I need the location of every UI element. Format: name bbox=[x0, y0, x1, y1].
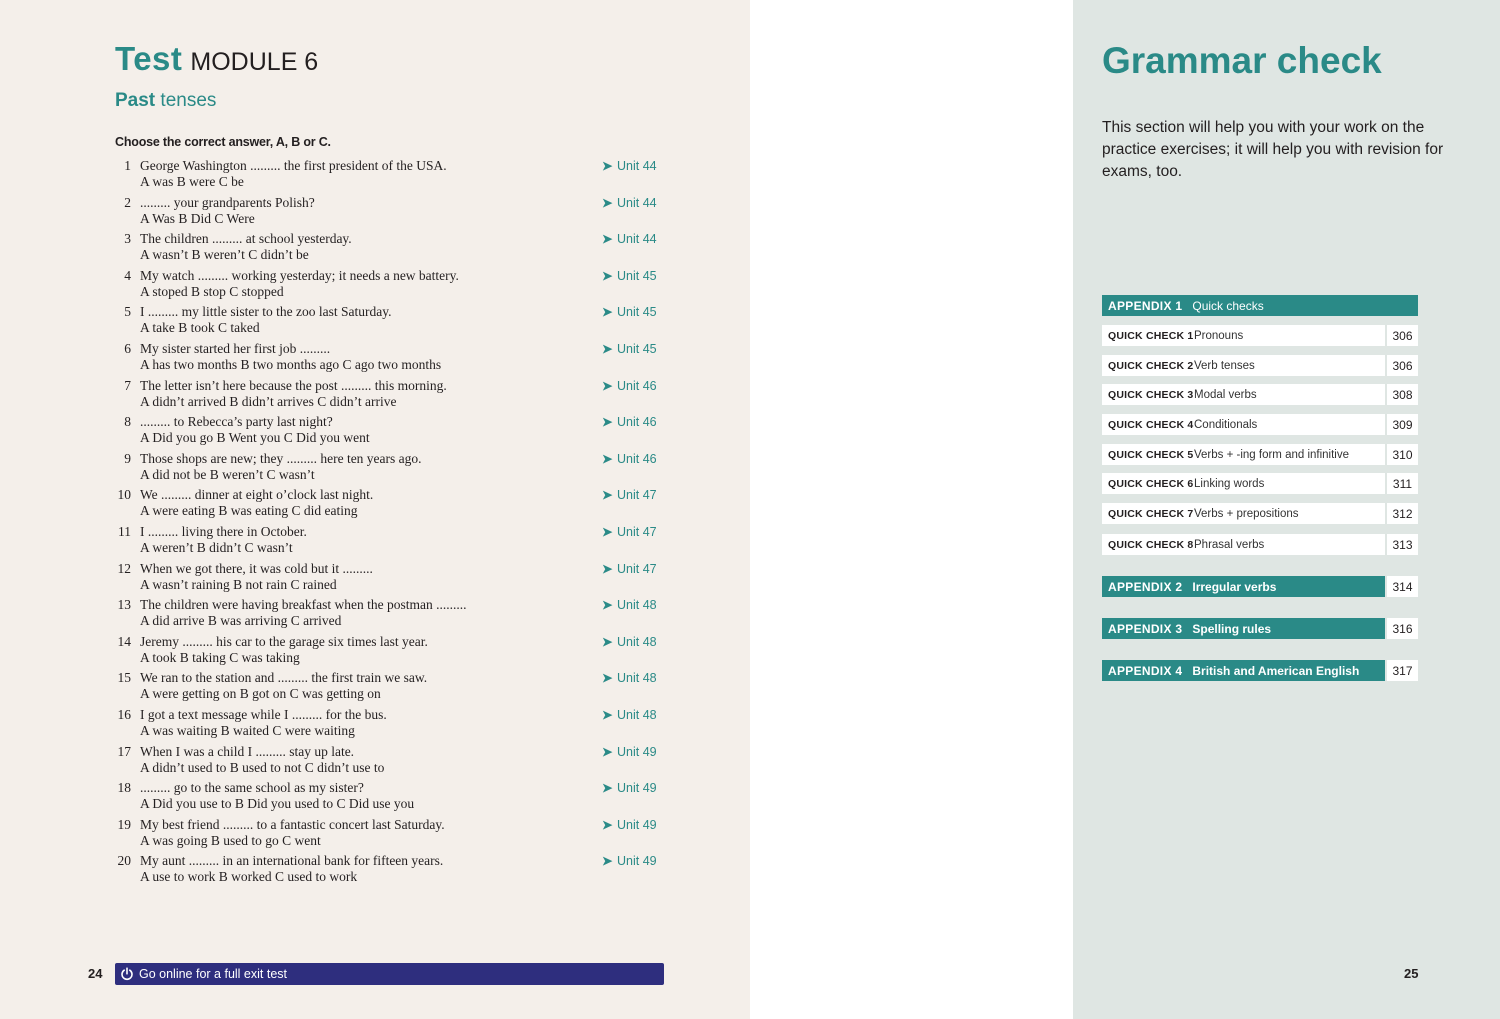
quick-check-code: QUICK CHECK 4 bbox=[1108, 418, 1194, 431]
quick-check-page: 312 bbox=[1387, 503, 1418, 524]
question-text: The letter isn’t here because the post ......... this morning. bbox=[140, 377, 447, 393]
question-list bbox=[112, 158, 672, 890]
question-options: A Did you use to B Did you used to C Did use you bbox=[140, 796, 415, 812]
question-text: ......... to Rebecca’s party last night? bbox=[140, 414, 333, 430]
question-number: 14 bbox=[117, 633, 131, 649]
question-options: A weren’t B didn’t C wasn’t bbox=[140, 539, 293, 555]
chevron-right-icon: ➤ bbox=[602, 195, 613, 210]
unit-label: Unit 48 bbox=[617, 634, 657, 649]
quick-check-name: Pronouns bbox=[1194, 329, 1244, 342]
unit-label: Unit 47 bbox=[617, 561, 657, 576]
quick-check-code: QUICK CHECK 7 bbox=[1108, 507, 1194, 520]
unit-link[interactable] bbox=[602, 597, 657, 613]
quick-check-page: 306 bbox=[1387, 325, 1418, 346]
question-item bbox=[112, 158, 672, 195]
appendix-code: APPENDIX 2 bbox=[1108, 579, 1183, 594]
question-item bbox=[112, 707, 672, 744]
question-options: A didn’t used to B used to not C didn’t use to bbox=[140, 759, 385, 775]
question-text: When I was a child I ......... stay up late. bbox=[140, 743, 355, 759]
question-item bbox=[112, 378, 672, 415]
unit-label: Unit 49 bbox=[617, 854, 657, 869]
appendix-1-name: Quick checks bbox=[1192, 298, 1264, 313]
question-number: 10 bbox=[117, 487, 131, 503]
quick-check-code: QUICK CHECK 8 bbox=[1108, 538, 1194, 551]
quick-check-name: Verb tenses bbox=[1194, 359, 1255, 372]
question-options: A was waiting B waited C were waiting bbox=[140, 722, 355, 738]
unit-label: Unit 49 bbox=[617, 781, 657, 796]
unit-label: Unit 49 bbox=[617, 744, 657, 759]
question-item bbox=[112, 524, 672, 561]
question-text: My watch ......... working yesterday; it needs a new battery. bbox=[140, 267, 459, 283]
question-item bbox=[112, 561, 672, 598]
question-number: 11 bbox=[118, 523, 131, 539]
unit-link[interactable] bbox=[602, 707, 657, 723]
quick-check-name: Verbs + prepositions bbox=[1194, 507, 1299, 520]
quick-check-code: QUICK CHECK 6 bbox=[1108, 477, 1194, 490]
question-options: A did not be B weren’t C wasn’t bbox=[140, 466, 315, 482]
quick-check-code: QUICK CHECK 5 bbox=[1108, 448, 1194, 461]
question-number: 5 bbox=[124, 304, 131, 320]
quick-check-cell bbox=[1102, 355, 1385, 376]
question-text: George Washington ......... the first president of the USA. bbox=[140, 158, 447, 173]
question-item bbox=[112, 780, 672, 817]
unit-link[interactable] bbox=[602, 268, 657, 284]
chevron-right-icon: ➤ bbox=[602, 488, 613, 503]
page-number-left: 24 bbox=[88, 966, 103, 981]
unit-label: Unit 46 bbox=[617, 451, 657, 466]
quick-check-page: 313 bbox=[1387, 534, 1418, 555]
question-item bbox=[112, 451, 672, 488]
question-item bbox=[112, 817, 672, 854]
question-number: 2 bbox=[124, 194, 131, 210]
chevron-right-icon: ➤ bbox=[602, 707, 613, 722]
chevron-right-icon: ➤ bbox=[602, 634, 613, 649]
quick-check-cell bbox=[1102, 444, 1385, 465]
question-options: A use to work B worked C used to work bbox=[140, 869, 358, 885]
question-options: A has two months B two months ago C ago two months bbox=[140, 356, 442, 372]
unit-label: Unit 44 bbox=[617, 195, 657, 210]
unit-label: Unit 45 bbox=[617, 305, 657, 320]
question-text: We ran to the station and ......... the first train we saw. bbox=[140, 670, 428, 686]
chevron-right-icon: ➤ bbox=[602, 268, 613, 283]
quick-check-name: Linking words bbox=[1194, 477, 1265, 490]
question-options: A wasn’t raining B not rain C rained bbox=[140, 576, 337, 592]
appendix-page: 314 bbox=[1387, 576, 1418, 597]
question-item bbox=[112, 634, 672, 671]
quick-check-row[interactable] bbox=[1102, 325, 1418, 346]
unit-link[interactable] bbox=[602, 158, 657, 174]
quick-check-name: Verbs + -ing form and infinitive bbox=[1194, 448, 1350, 461]
question-item bbox=[112, 853, 672, 890]
question-number: 4 bbox=[124, 267, 131, 283]
chevron-right-icon: ➤ bbox=[602, 415, 613, 430]
question-item bbox=[112, 414, 672, 451]
question-options: A were eating B was eating C did eating bbox=[140, 503, 358, 519]
appendix-cell bbox=[1102, 618, 1385, 639]
question-text: I ......... my little sister to the zoo last Saturday. bbox=[140, 304, 392, 320]
chevron-right-icon: ➤ bbox=[602, 524, 613, 539]
question-number: 13 bbox=[117, 597, 131, 613]
unit-label: Unit 44 bbox=[617, 232, 657, 247]
quick-check-cell bbox=[1102, 414, 1385, 435]
appendix-name: Spelling rules bbox=[1192, 621, 1272, 636]
appendix-cell bbox=[1102, 660, 1385, 681]
appendix-1-code: APPENDIX 1 bbox=[1108, 298, 1183, 313]
question-options: A were getting on B got on C was getting on bbox=[140, 686, 381, 702]
chevron-right-icon: ➤ bbox=[602, 561, 613, 576]
quick-check-cell bbox=[1102, 503, 1385, 524]
question-item bbox=[112, 231, 672, 268]
question-number: 20 bbox=[117, 853, 131, 869]
unit-link[interactable] bbox=[602, 451, 657, 467]
appendix-row[interactable] bbox=[1102, 618, 1418, 639]
question-options: A Did you go B Went you C Did you went bbox=[140, 430, 370, 446]
instruction-text: Choose the correct answer, A, B or C. bbox=[115, 135, 331, 149]
quick-check-row[interactable] bbox=[1102, 355, 1418, 376]
quick-check-code: QUICK CHECK 3 bbox=[1108, 388, 1194, 401]
unit-link[interactable] bbox=[602, 524, 657, 540]
question-number: 17 bbox=[117, 743, 131, 759]
quick-check-page: 309 bbox=[1387, 414, 1418, 435]
title-test: Test bbox=[115, 40, 183, 77]
chevron-right-icon: ➤ bbox=[602, 598, 613, 613]
question-text: I got a text message while I ......... for the bus. bbox=[140, 706, 387, 722]
appendix-1-header bbox=[1102, 295, 1418, 316]
question-item bbox=[112, 304, 672, 341]
quick-check-cell bbox=[1102, 325, 1385, 346]
grammar-check-intro: This section will help you with your work on the practice exercises; it will help you with revision for exams, too. bbox=[1102, 119, 1444, 180]
unit-link[interactable] bbox=[602, 195, 657, 211]
unit-link[interactable] bbox=[602, 341, 657, 357]
chevron-right-icon: ➤ bbox=[602, 159, 613, 173]
question-number: 3 bbox=[124, 231, 131, 247]
quick-check-code: QUICK CHECK 1 bbox=[1108, 329, 1194, 342]
quick-check-page: 306 bbox=[1387, 355, 1418, 376]
appendix-cell bbox=[1102, 576, 1385, 597]
quick-check-name: Conditionals bbox=[1194, 418, 1258, 431]
unit-label: Unit 44 bbox=[617, 159, 657, 173]
quick-check-name: Modal verbs bbox=[1194, 388, 1257, 401]
quick-check-row[interactable] bbox=[1102, 503, 1418, 524]
quick-check-row[interactable] bbox=[1102, 414, 1418, 435]
power-icon bbox=[120, 967, 134, 981]
question-number: 16 bbox=[117, 706, 131, 722]
appendix-code: APPENDIX 3 bbox=[1108, 621, 1183, 636]
question-number: 7 bbox=[124, 377, 131, 393]
page-subtitle bbox=[115, 90, 216, 112]
unit-link[interactable] bbox=[602, 780, 657, 796]
quick-check-row[interactable] bbox=[1102, 473, 1418, 494]
appendix-code: APPENDIX 4 bbox=[1108, 663, 1183, 678]
question-text: The children ......... at school yesterday. bbox=[140, 231, 352, 247]
quick-check-row[interactable] bbox=[1102, 534, 1418, 555]
question-text: I ......... living there in October. bbox=[140, 523, 307, 539]
quick-check-page: 310 bbox=[1387, 444, 1418, 465]
question-text: Those shops are new; they ......... here ten years ago. bbox=[140, 450, 422, 466]
question-number: 9 bbox=[124, 450, 131, 466]
appendix-name: Irregular verbs bbox=[1192, 579, 1277, 594]
unit-label: Unit 47 bbox=[617, 524, 657, 539]
unit-label: Unit 47 bbox=[617, 488, 657, 503]
question-text: My sister started her first job ......... bbox=[140, 340, 331, 356]
unit-link[interactable] bbox=[602, 414, 657, 430]
question-options: A Was B Did C Were bbox=[140, 210, 255, 226]
question-text: We ......... dinner at eight o’clock last night. bbox=[140, 487, 374, 503]
chevron-right-icon: ➤ bbox=[602, 232, 613, 247]
question-options: A took B taking C was taking bbox=[140, 649, 300, 665]
question-item bbox=[112, 487, 672, 524]
unit-label: Unit 48 bbox=[617, 707, 657, 722]
question-item bbox=[112, 670, 672, 707]
question-item bbox=[112, 341, 672, 378]
question-options: A did arrive B was arriving C arrived bbox=[140, 613, 342, 629]
unit-label: Unit 48 bbox=[617, 671, 657, 686]
page-gutter bbox=[750, 0, 1073, 1019]
quick-check-name: Phrasal verbs bbox=[1194, 538, 1265, 551]
unit-link[interactable] bbox=[602, 670, 657, 686]
question-options: A was B were C be bbox=[140, 174, 244, 189]
quick-check-row[interactable] bbox=[1102, 444, 1418, 465]
unit-link[interactable] bbox=[602, 817, 657, 833]
question-item bbox=[112, 597, 672, 634]
appendix-row[interactable] bbox=[1102, 660, 1418, 681]
question-options: A was going B used to go C went bbox=[140, 832, 321, 848]
chevron-right-icon: ➤ bbox=[602, 817, 613, 832]
question-text: My best friend ......... to a fantastic concert last Saturday. bbox=[140, 816, 445, 832]
question-options: A stoped B stop C stopped bbox=[140, 283, 284, 299]
unit-label: Unit 46 bbox=[617, 415, 657, 430]
page-number-right: 25 bbox=[1404, 966, 1419, 981]
chevron-right-icon: ➤ bbox=[602, 781, 613, 796]
chevron-right-icon: ➤ bbox=[602, 378, 613, 393]
unit-link[interactable] bbox=[602, 744, 657, 760]
question-number: 19 bbox=[117, 816, 131, 832]
appendix-page: 316 bbox=[1387, 618, 1418, 639]
question-item bbox=[112, 744, 672, 781]
page-title bbox=[115, 40, 318, 78]
question-text: ......... go to the same school as my sister? bbox=[140, 780, 364, 796]
quick-check-row[interactable] bbox=[1102, 384, 1418, 405]
question-options: A take B took C taked bbox=[140, 320, 260, 336]
unit-link[interactable] bbox=[602, 487, 657, 503]
question-text: Jeremy ......... his car to the garage six times last year. bbox=[140, 633, 428, 649]
question-number: 6 bbox=[124, 340, 131, 356]
unit-label: Unit 45 bbox=[617, 268, 657, 283]
unit-label: Unit 49 bbox=[617, 817, 657, 832]
quick-check-page: 308 bbox=[1387, 384, 1418, 405]
grammar-check-title: Grammar check bbox=[1102, 40, 1382, 81]
unit-label: Unit 46 bbox=[617, 378, 657, 393]
question-item bbox=[112, 268, 672, 305]
question-text: When we got there, it was cold but it ......... bbox=[140, 560, 373, 576]
question-text: The children were having breakfast when the postman ......... bbox=[140, 597, 467, 613]
question-item bbox=[112, 195, 672, 232]
chevron-right-icon: ➤ bbox=[602, 451, 613, 466]
appendix-row[interactable] bbox=[1102, 576, 1418, 597]
unit-link[interactable] bbox=[602, 304, 657, 320]
unit-link[interactable] bbox=[602, 231, 657, 247]
unit-link[interactable] bbox=[602, 378, 657, 394]
question-number: 1 bbox=[124, 158, 131, 173]
question-number: 18 bbox=[117, 780, 131, 796]
go-online-label: Go online for a full exit test bbox=[139, 967, 287, 981]
question-text: ......... your grandparents Polish? bbox=[140, 194, 315, 210]
go-online-button[interactable] bbox=[115, 963, 664, 985]
chevron-right-icon: ➤ bbox=[602, 305, 613, 320]
chevron-right-icon: ➤ bbox=[602, 744, 613, 759]
quick-check-page: 311 bbox=[1387, 473, 1418, 494]
question-options: A didn’t arrived B didn’t arrives C didn’t arrive bbox=[140, 393, 397, 409]
question-number: 8 bbox=[124, 414, 131, 430]
chevron-right-icon: ➤ bbox=[602, 341, 613, 356]
appendix-name: British and American English bbox=[1192, 663, 1360, 678]
quick-check-code: QUICK CHECK 2 bbox=[1108, 359, 1194, 372]
unit-link[interactable] bbox=[602, 561, 657, 577]
quick-check-cell bbox=[1102, 473, 1385, 494]
subtitle-rest: tenses bbox=[155, 90, 217, 111]
unit-link[interactable] bbox=[602, 853, 657, 869]
unit-label: Unit 45 bbox=[617, 341, 657, 356]
appendix-page: 317 bbox=[1387, 660, 1418, 681]
question-options: A wasn’t B weren’t C didn’t be bbox=[140, 247, 309, 263]
chevron-right-icon: ➤ bbox=[602, 854, 613, 869]
unit-label: Unit 48 bbox=[617, 598, 657, 613]
chevron-right-icon: ➤ bbox=[602, 671, 613, 686]
title-module: MODULE 6 bbox=[190, 48, 319, 76]
question-text: My aunt ......... in an international bank for fifteen years. bbox=[140, 853, 444, 869]
question-number: 12 bbox=[117, 560, 131, 576]
quick-check-cell bbox=[1102, 534, 1385, 555]
unit-link[interactable] bbox=[602, 634, 657, 650]
quick-check-cell bbox=[1102, 384, 1385, 405]
subtitle-bold: Past bbox=[115, 90, 156, 111]
question-number: 15 bbox=[117, 670, 131, 686]
